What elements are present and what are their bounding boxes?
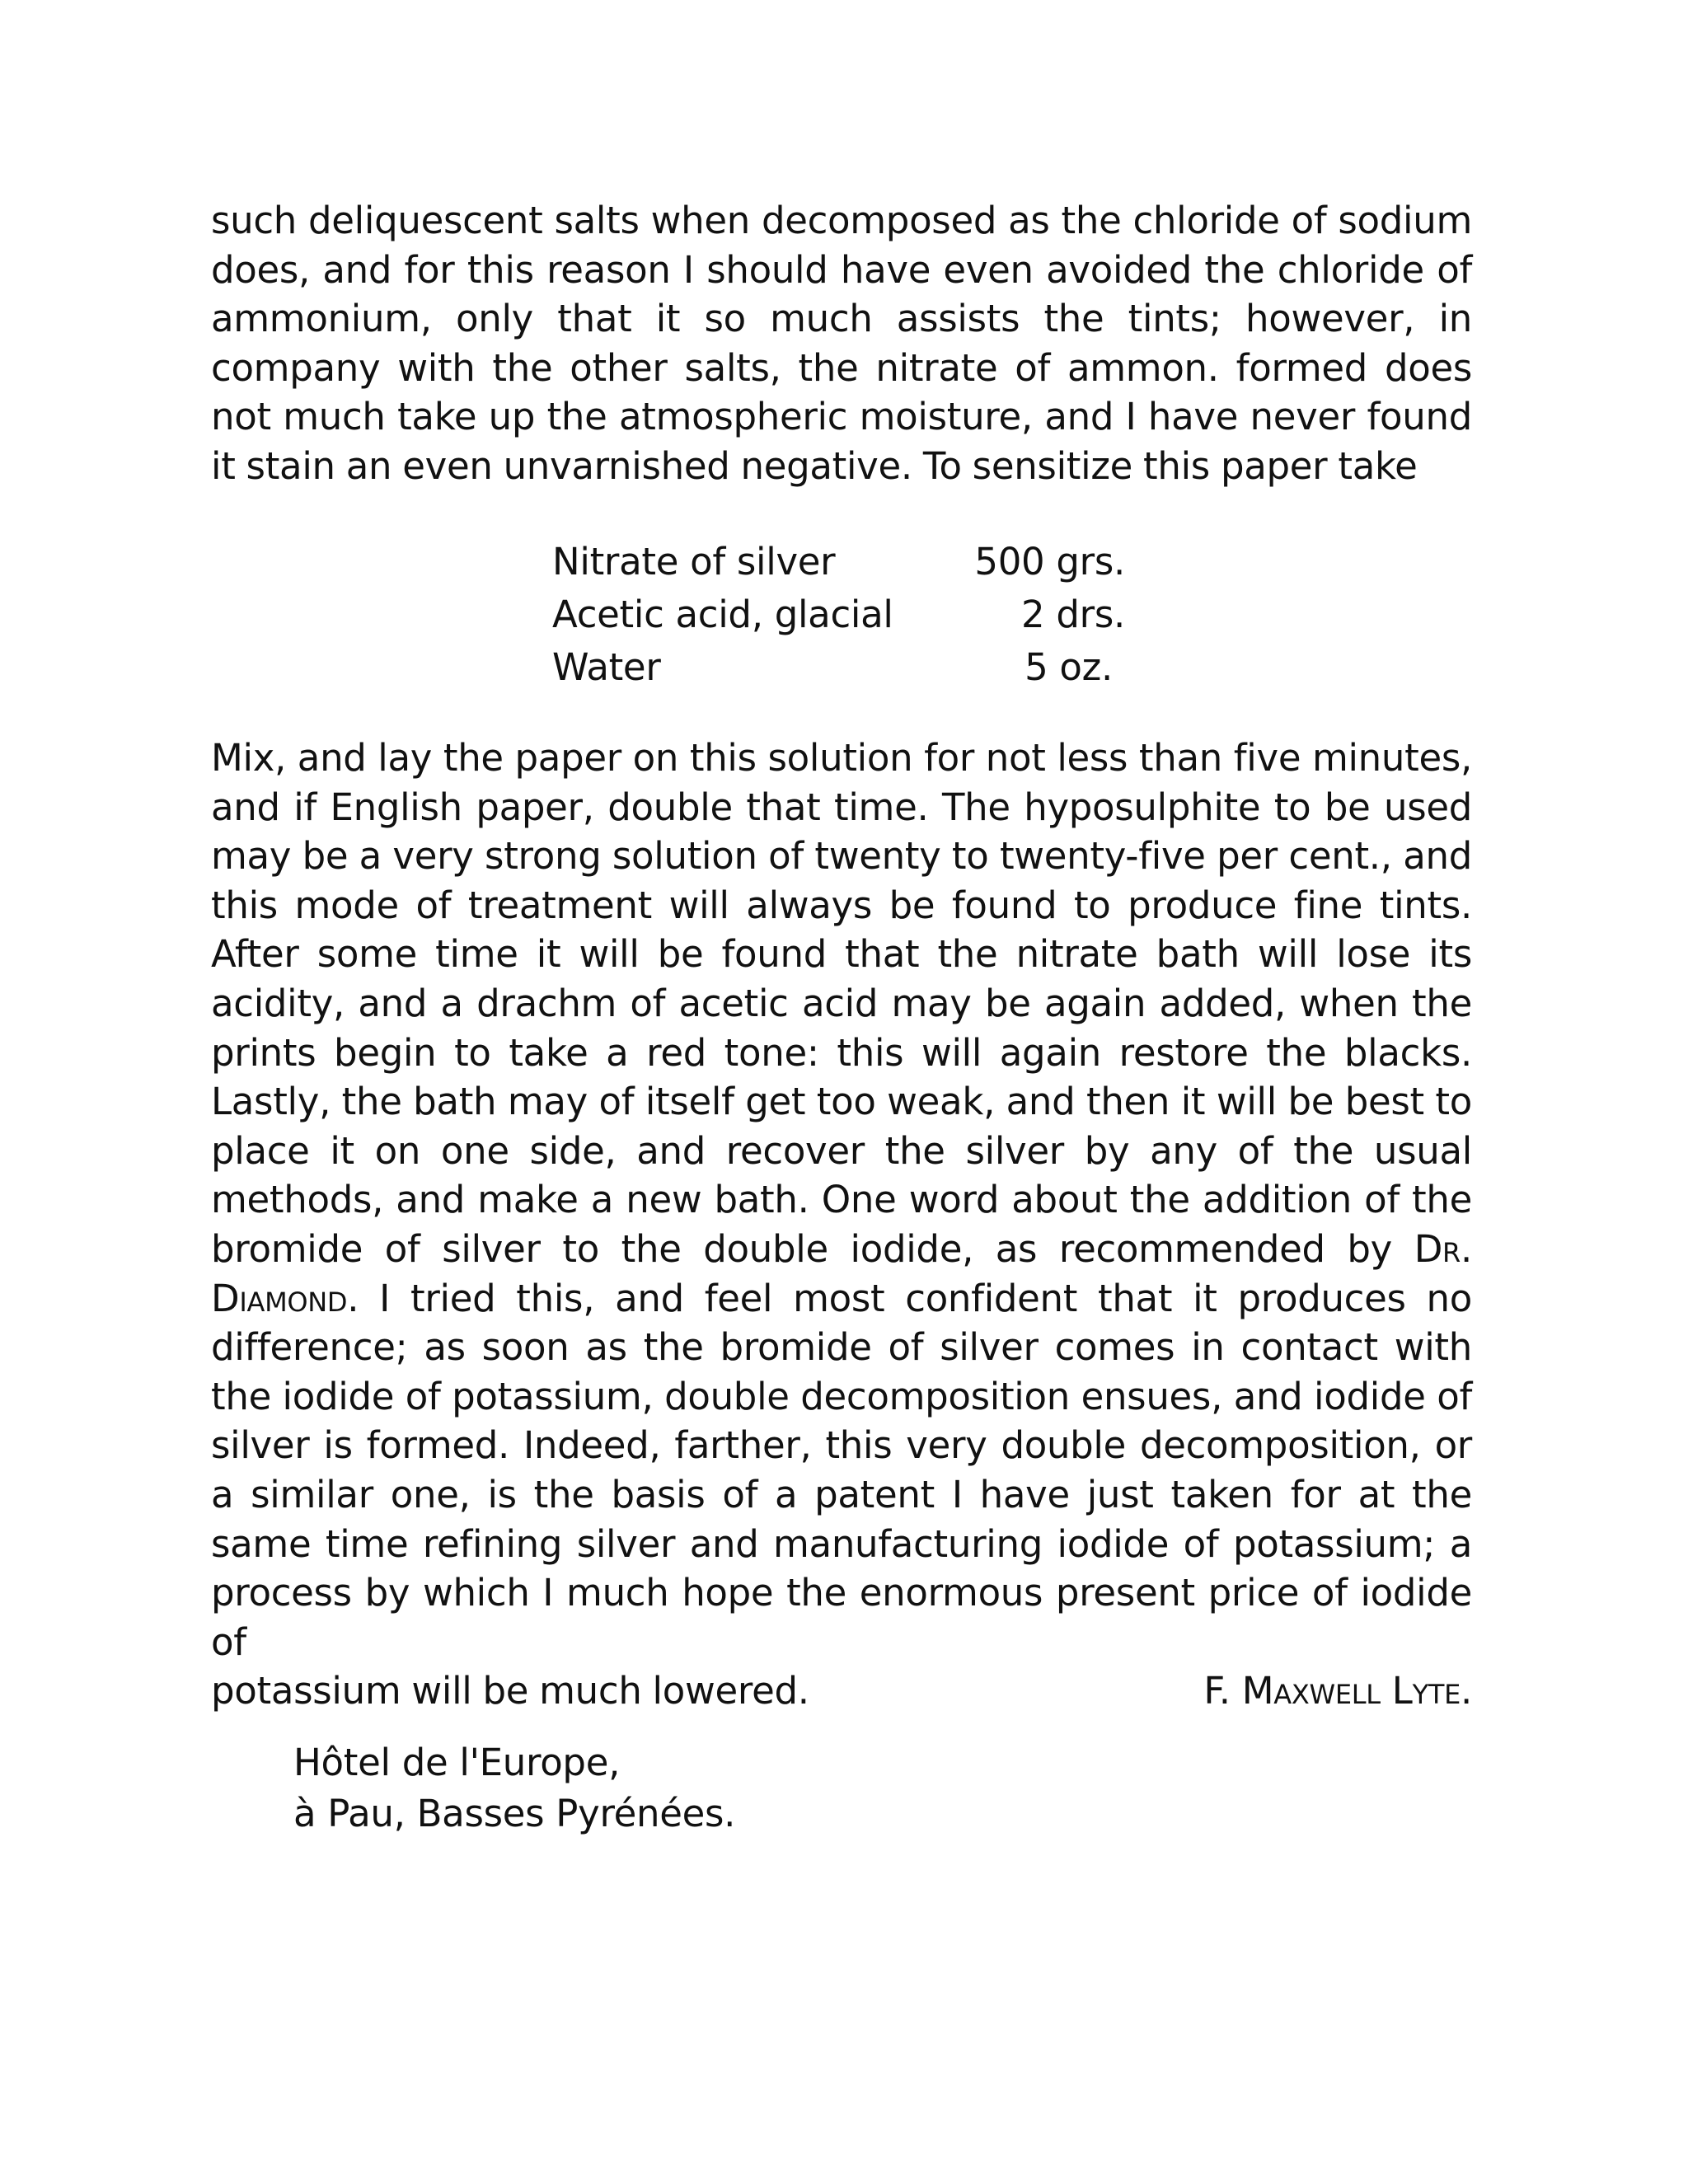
signature: F. Maxwell Lyte.: [1203, 1669, 1472, 1713]
address-line: à Pau, Basses Pyrénées.: [293, 1792, 736, 1835]
recipe-quantity: 2 drs.: [1021, 593, 1125, 636]
paragraph-2-text-a: Mix, and lay the paper on this solution for not less than five minutes, and if English paper, double that time. The hyposulphite to be used may be a very strong solution of twenty to twenty-five per cent., and this mode of treatment will always be found to produce fine tints. After some time it will be found that the nitrate bath will lose its acidity, and a drachm of acetic acid may be again added, when the prints begin to take a red tone: this will again restore the blacks. Lastly, the bath may of itself get too weak, and then it will be best to place it on one side, and recover the silver by any of the usual methods, and make a new bath. One word about the addition of the bromide of silver to the double iodide, as recommended by: [211, 736, 1472, 1271]
recipe-table: [552, 536, 1129, 694]
paragraph-2: [211, 733, 1472, 1716]
address-block: [293, 1737, 735, 1840]
recipe-row: [552, 588, 1129, 641]
paragraph-2-text-b: . I tried this, and feel most confident that it produces no difference; as soon as the bromide of silver comes in contact with the iodide of potassium, double decomposition ensues, and iodide of silver is formed. Indeed, farther, this very double decomposition, or a similar one, is the basis of a patent I have just taken for at the same time refining silver and manufacturing iodide of potassium; a process by which I much hope the enormous present price of iodide of: [211, 1276, 1472, 1664]
recipe-ingredient: Acetic acid, glacial: [552, 593, 893, 636]
recipe-ingredient: Nitrate of silver: [552, 540, 836, 583]
paragraph-2-person-name: Dr. Diamond: [211, 1226, 1472, 1320]
recipe-quantity: 500 grs.: [974, 540, 1125, 583]
recipe-row: [552, 641, 1129, 694]
recipe-quantity: 5 oz.: [1025, 645, 1113, 689]
paragraph-1-text: such deliquescent salts when decomposed as the chloride of sodium does, and for this reason I should have even avoided the chloride of ammonium, only that it so much assists the tints; however, in company with the other salts, the nitrate of ammon. formed does not much take up the atmospheric moisture, and I have never found it stain an even unvarnished negative.: [211, 199, 1472, 488]
address-line: Hôtel de l'Europe,: [293, 1741, 621, 1784]
paragraph-1-last-line: To sensitize this paper take: [922, 443, 1418, 488]
recipe-row: [552, 536, 1129, 588]
paragraph-1: [211, 196, 1472, 491]
paragraph-2-last-line: potassium will be much lowered.: [211, 1669, 809, 1713]
recipe-ingredient: Water: [552, 645, 661, 689]
